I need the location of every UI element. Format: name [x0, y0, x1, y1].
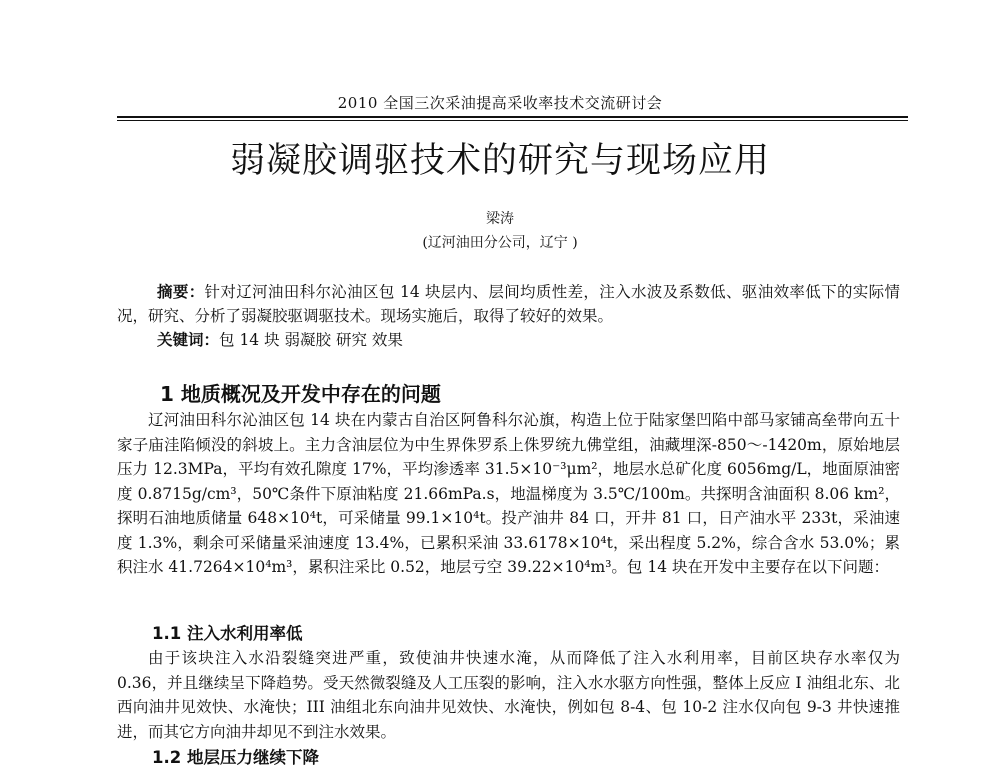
author-affiliation: (辽河油田分公司，辽宁 ) [422, 235, 578, 251]
paper-title: 弱凝胶调驱技术的研究与现场应用 [229, 141, 770, 181]
keywords-text: 包 14 块 弱凝胶 研究 效果 [219, 331, 403, 349]
abstract-text: 针对辽河油田科尔沁油区包 14 块层内、层间均质性差，注入水波及系数低、驱油效率低下的实际情况，研究、分析了弱凝胶驱调驱技术。现场实施后，取得了较好的效果。 [117, 283, 900, 325]
conference-header: 2010 全国三次采油提高采收率技术交流研讨会 [337, 94, 663, 112]
subsection-1-1-heading: 1.1 注入水利用率低 [152, 624, 303, 643]
author-name: 梁涛 [486, 211, 514, 227]
abstract [117, 280, 900, 328]
subsection-1-2-heading: 1.2 地层压力继续下降 [152, 748, 319, 767]
section-1-heading: 1 地质概况及开发中存在的问题 [160, 382, 441, 406]
abstract-label: 摘要： [157, 283, 205, 301]
keywords-label: 关键词： [157, 331, 220, 349]
section-1-paragraph: 辽河油田科尔沁油区包 14 块在内蒙古自治区阿鲁科尔沁旗，构造上位于陆家堡凹陷中部马家铺高垒带向五十家子庙洼陷倾没的斜坡上。主力含油层位为中生界侏罗系上侏罗统九佛堂组，油藏埋深-850～-1420m，原始地层压力 12.3MPa，平均有效孔隙度 17%，平均渗透率 31.5×10⁻³μm²，地层水总矿化度 6056mg/L，地面原油密度 0.8715g/cm³，50℃条件下原油粘度 21.66mPa.s，地温梯度为 3.5℃/100m。共探明含油面积 8.06 km²，探明石油地质储量 648×10⁴t，可采储量 99.1×10⁴t。投产油井 84 口，开井 81 口，日产油水平 233t，采油速度 1.3%，剩余可采储量采油速度 13.4%，已累积采油 33.6178×10⁴t，采出程度 5.2%，综合含水 53.0%；累积注水 41.7264×10⁴m³，累积注采比 0.52，地层亏空 39.22×10⁴m³。包 14 块在开发中主要存在以下问题： [117, 411, 900, 576]
keywords [157, 328, 403, 350]
subsection-1-1-paragraph: 由于该块注入水沿裂缝突进严重，致使油井快速水淹，从而降低了注入水利用率，目前区块存水率仅为 0.36，并且继续呈下降趋势。受天然微裂缝及人工压裂的影响，注入水水驱方向性强，整体上反应 I 油组北东、北西向油井见效快、水淹快；III 油组北东向油井见效快、水淹快，例如包 8-4、包 10-2 注水仅向包 9-3 井快速推进，而其它方向油井却见不到注水效果。 [117, 649, 900, 741]
header-rule [117, 116, 908, 121]
